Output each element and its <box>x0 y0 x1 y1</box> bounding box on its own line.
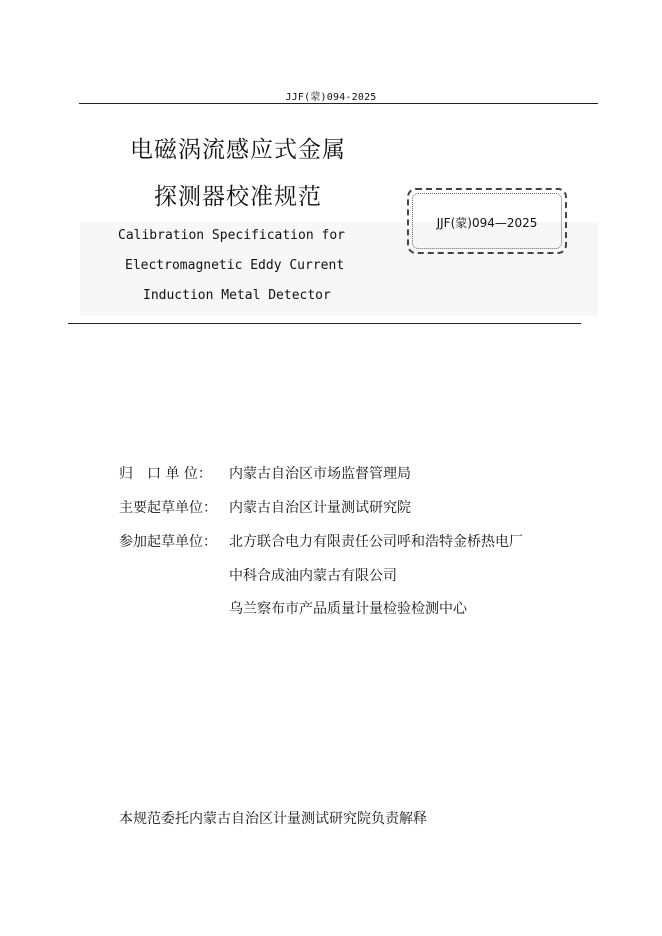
participating-drafters-label: 参加起草单位： <box>119 534 217 550</box>
responsible-unit-label: 归 口 单 位： <box>119 466 212 482</box>
document-title-line-2: 探测器校准规范 <box>154 184 322 210</box>
participating-drafter-2: 中科合成油内蒙古有限公司 <box>229 568 397 584</box>
code-box-text: JJF(蒙)094—2025 <box>436 216 538 230</box>
responsible-unit-value: 内蒙古自治区市场监督管理局 <box>229 466 411 482</box>
english-title-line-1: Calibration Specification for <box>118 228 345 243</box>
main-drafter-label: 主要起草单位： <box>119 500 217 516</box>
english-title-line-2: Electromagnetic Eddy Current <box>125 258 345 273</box>
main-drafter-value: 内蒙古自治区计量测试研究院 <box>229 500 411 516</box>
title-divider <box>68 323 581 324</box>
standard-code-box <box>407 188 567 254</box>
header-standard-code: JJF(蒙)094-2025 <box>285 92 377 103</box>
document-title-line-1: 电磁涡流感应式金属 <box>130 137 346 163</box>
interpretation-note: 本规范委托内蒙古自治区计量测试研究院负责解释 <box>119 811 427 827</box>
english-title-line-3: Induction Metal Detector <box>143 288 331 303</box>
header-divider <box>79 103 598 104</box>
participating-drafter-1: 北方联合电力有限责任公司呼和浩特金桥热电厂 <box>229 534 523 550</box>
participating-drafter-3: 乌兰察布市产品质量计量检验检测中心 <box>229 601 467 617</box>
